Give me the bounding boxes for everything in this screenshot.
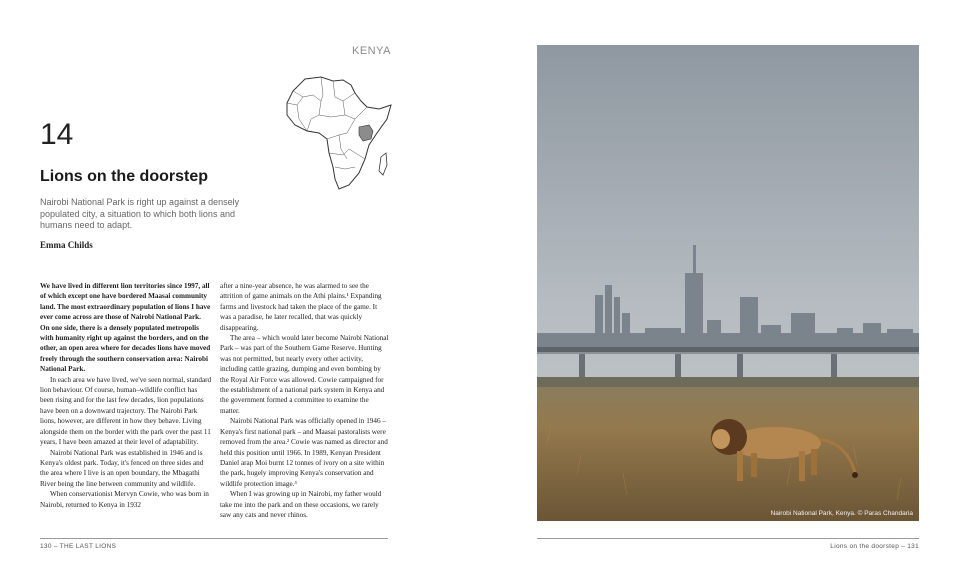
- footer-rule-left: [40, 538, 388, 539]
- lead-paragraph: We have lived in different lion territories since 1997, all of which except one have bordered Maasai community land. The most extraordinary population of lions I have ever come across are those of Nairobi National Park. On one side, there is a densely populated metropolis with humanity right up against the borders, and on the other, an open area where for decades lions have moved freely through the southern conservation area: Nairobi National Park.: [40, 282, 211, 374]
- body-paragraph: Nairobi National Park was officially opened in 1946 – Kenya's first national park – and Maasai pastoralists were removed from the area.² Cowie was named as director and held this position until 1966. In 1989, Kenyan President Daniel arap Moi burnt 12 tonnes of ivory on a site within the park, hugely improving Kenya's conservation and wildlife protection image.³: [220, 417, 388, 488]
- body-paragraph: When conservationist Mervyn Cowie, who was born in Nairobi, returned to Kenya in 1932: [40, 490, 209, 509]
- body-column-2: [220, 281, 390, 520]
- body-column-1: [40, 281, 212, 510]
- folio-left: 130 – THE LAST LIONS: [40, 543, 117, 550]
- africa-map-icon: [283, 75, 395, 193]
- body-paragraph: after a nine-year absence, he was alarmed to see the attrition of game animals on the Athi plains.¹ Expanding farms and livestock had taken the place of the game. It was a paradise, he later recalled, that was quickly disappearing.: [220, 282, 382, 332]
- footer-rule-right: [537, 538, 919, 539]
- chapter-number: 14: [40, 118, 74, 151]
- chapter-intro: Nairobi National Park is right up against a densely populated city, a situation to which both lions and humans need to adapt.: [40, 197, 240, 230]
- body-paragraph: In each area we have lived, we've seen normal, standard lion behaviour. Of course, human–wildlife conflict has been rising and for the last few decades, lion populations have been on a downward trajectory. The Nairobi Park lions, however, are different in how they behave. Living alongside them on the border with the park over the past 11 years, I have been amazed at their level of adaptability.: [40, 375, 212, 447]
- body-paragraph: Nairobi National Park was established in 1946 and is Kenya's oldest park. Today, it's fenced on three sides and the area where I live is an open boundary, the Mbagathi River being the line between community and wildlife.: [40, 448, 204, 488]
- country-label: KENYA: [352, 45, 391, 57]
- lion-skyline-photo: [537, 45, 919, 521]
- folio-right: Lions on the doorstep – 131: [830, 543, 919, 550]
- body-paragraph: The area – which would later become Nairobi National Park – was part of the Southern Game Reserve. Hunting was not permitted, but nearly every other activity, including cattle grazing, dumping and even bombing by the Royal Air Force was allowed. Cowie campaigned for the establishment of a national park system in Kenya and the government formed a committee to examine the matter.: [220, 334, 389, 415]
- photo-nairobi-lion: [537, 45, 919, 521]
- author-name: Emma Childs: [40, 240, 93, 250]
- photo-caption: Nairobi National Park, Kenya. © Paras Chandaria: [770, 510, 913, 517]
- chapter-title: Lions on the doorstep: [40, 168, 208, 185]
- body-paragraph: When I was growing up in Nairobi, my father would take me into the park and on these occasions, we rarely saw any cats and never rhinos.: [220, 490, 382, 519]
